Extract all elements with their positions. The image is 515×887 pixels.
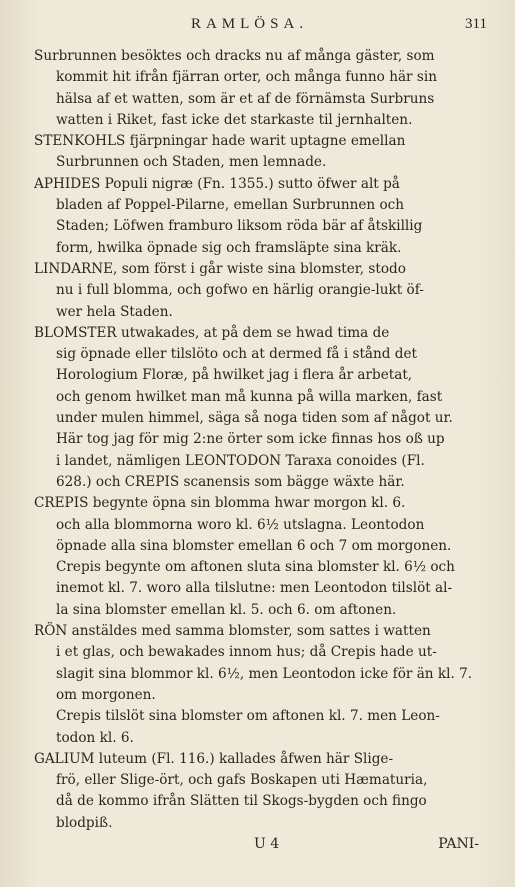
paragraph bbox=[34, 749, 487, 834]
paragraph bbox=[34, 323, 487, 493]
text-line: då de kommo ifrån Slätten til Skogs-bygden och fingo bbox=[56, 793, 427, 810]
text-line: bladen af Poppel-Pilarne, emellan Surbrunnen och bbox=[56, 197, 405, 214]
text-line: GALIUM luteum (Fl. 116.) kallades åfwen här Slige- bbox=[34, 750, 394, 767]
paragraph bbox=[34, 131, 487, 174]
text-line: frö, eller Slige-ört, och gafs Boskapen uti Hæmaturia, bbox=[56, 772, 428, 789]
catchword: PANI- bbox=[438, 835, 479, 852]
text-line: RÖN anstäldes med samma blomster, som sattes i watten bbox=[34, 623, 431, 640]
text-line: STENKOHLS fjärpningar hade warit uptagne emellan bbox=[34, 133, 406, 150]
text-line: och alla blommorna woro kl. 6½ utslagna. Leontodon bbox=[56, 516, 425, 533]
paragraph bbox=[34, 259, 487, 323]
text-line: la sina blomster emellan kl. 5. och 6. om aftonen. bbox=[56, 601, 397, 618]
text-line: kommit hit ifrån fjärran orter, och många funno här sin bbox=[56, 69, 437, 86]
paragraph bbox=[34, 174, 487, 259]
text-line: i landet, nämligen LEONTODON Taraxa conoides (Fl. bbox=[56, 452, 425, 469]
text-line: APHIDES Populi nigræ (Fn. 1355.) sutto öfwer alt på bbox=[34, 175, 400, 192]
text-line: form, hwilka öpnade sig och framsläpte sina kräk. bbox=[56, 239, 402, 256]
text-line: i et glas, och bewakades innom hus; då Crepis hade ut- bbox=[56, 644, 437, 661]
page-body bbox=[34, 46, 487, 834]
text-line: slagit sina blommor kl. 6½, men Leontodon icke för än kl. 7. bbox=[56, 665, 473, 682]
text-line: inemot kl. 7. woro alla tilslutne: men Leontodon tilslöt al- bbox=[56, 580, 453, 597]
text-line: öpnade alla sina blomster emellan 6 och 7 om morgonen. bbox=[56, 537, 452, 554]
page-footer bbox=[34, 836, 487, 852]
paragraph bbox=[34, 621, 487, 749]
signature-mark: U 4 bbox=[254, 835, 280, 852]
text-line: wer hela Staden. bbox=[56, 303, 173, 320]
paragraph bbox=[34, 46, 487, 131]
text-line: sig öpnade eller tilslöto och at dermed få i stånd det bbox=[56, 346, 418, 363]
text-line: watten i Riket, fast icke det starkaste til jernhalten. bbox=[56, 111, 413, 128]
text-line: nu i full blomma, och gofwo en härlig orangie-lukt öf- bbox=[56, 282, 424, 299]
text-line: 628.) och CREPIS scanensis som bägge wäxte här. bbox=[56, 473, 405, 490]
text-line: hälsa af et watten, som är et af de förnämsta Surbruns bbox=[56, 90, 435, 107]
text-line: under mulen himmel, säga så noga tiden som af något ur. bbox=[56, 410, 453, 427]
text-line: CREPIS begynte öpna sin blomma hwar morgon kl. 6. bbox=[34, 495, 406, 512]
text-line: Crepis begynte om aftonen sluta sina blomster kl. 6½ och bbox=[56, 559, 455, 576]
text-line: blodpiß. bbox=[56, 814, 113, 831]
text-line: LINDARNE, som först i går wiste sina blomster, stodo bbox=[34, 260, 406, 277]
text-line: Surbrunnen och Staden, men lemnade. bbox=[56, 154, 327, 171]
page-header bbox=[34, 16, 487, 46]
text-line: Horologium Floræ, på hwilket jag i flera år arbetat, bbox=[56, 367, 413, 384]
text-line: Staden; Löfwen framburo liksom röda bär af åtskillig bbox=[56, 218, 423, 235]
text-line: todon kl. 6. bbox=[56, 729, 134, 746]
running-head: RAMLÖSA. bbox=[190, 16, 309, 32]
text-line: Crepis tilslöt sina blomster om aftonen kl. 7. men Leon- bbox=[56, 708, 440, 725]
page-number: 311 bbox=[465, 16, 487, 32]
text-line: BLOMSTER utwakades, at på dem se hwad tima de bbox=[34, 324, 390, 341]
text-line: om morgonen. bbox=[56, 686, 156, 703]
text-line: och genom hwilket man må kunna på willa marken, fast bbox=[56, 388, 443, 405]
paragraph bbox=[34, 493, 487, 621]
text-line: Här tog jag för mig 2:ne örter som icke finnas hos oß up bbox=[56, 431, 445, 448]
text-line: Surbrunnen besöktes och dracks nu af många gäster, som bbox=[34, 48, 435, 64]
